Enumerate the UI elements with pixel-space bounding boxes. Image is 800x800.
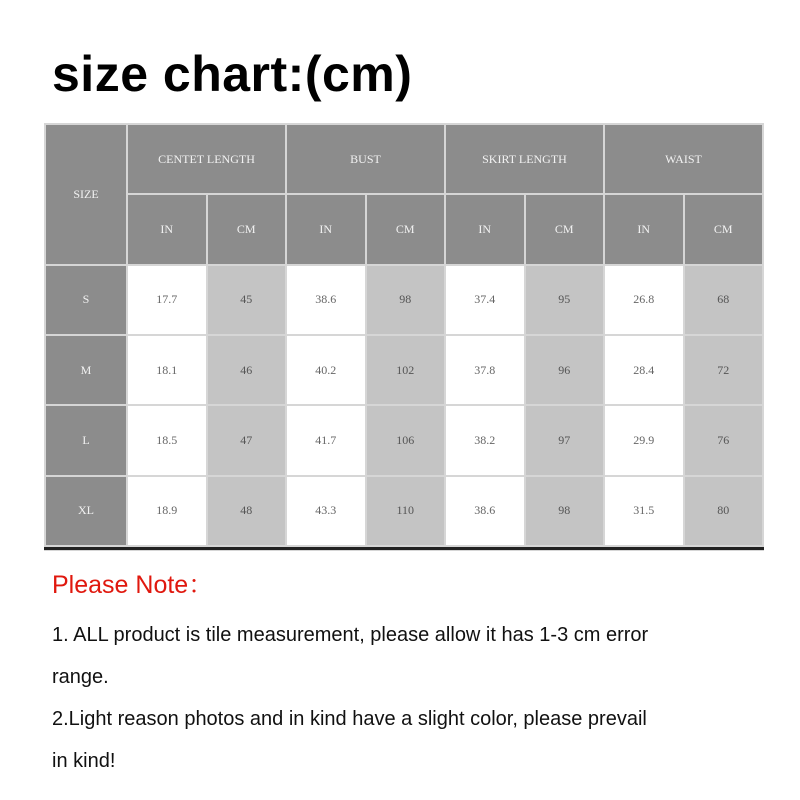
note-line: in kind!	[52, 750, 116, 772]
measurement-cell-cm: 46	[208, 336, 286, 404]
measurement-cell-in: 41.7	[287, 406, 365, 474]
unit-header-cm: CM	[367, 195, 445, 263]
measurement-cell-in: 31.5	[605, 477, 683, 545]
measurement-cell-in: 37.4	[446, 266, 524, 334]
measurement-cell-cm: 102	[367, 336, 445, 404]
measurement-cell-in: 43.3	[287, 477, 365, 545]
group-header-waist: WAIST	[605, 125, 762, 193]
measurement-cell-in: 38.6	[287, 266, 365, 334]
measurement-cell-cm: 98	[526, 477, 604, 545]
measurement-cell-cm: 95	[526, 266, 604, 334]
table-row	[46, 477, 762, 545]
note-line: 2.Light reason photos and in kind have a slight color, please prevail	[52, 708, 647, 730]
page-title: size chart:(cm)	[52, 46, 413, 102]
note-line: range.	[52, 666, 109, 688]
note-line: 1. ALL product is tile measurement, please allow it has 1-3 cm error	[52, 624, 649, 646]
measurement-cell-cm: 98	[367, 266, 445, 334]
unit-header-cm: CM	[685, 195, 763, 263]
unit-header-in: IN	[605, 195, 683, 263]
table-row	[46, 406, 762, 474]
group-header-length: CENTET LENGTH	[128, 125, 285, 193]
measurement-cell-cm: 96	[526, 336, 604, 404]
measurement-cell-cm: 72	[685, 336, 763, 404]
measurement-cell-cm: 45	[208, 266, 286, 334]
measurement-cell-cm: 48	[208, 477, 286, 545]
measurement-cell-in: 17.7	[128, 266, 206, 334]
size-column-header: SIZE	[46, 125, 126, 264]
group-header-bust: BUST	[287, 125, 444, 193]
note-heading: Please Note：	[52, 571, 214, 599]
measurement-cell-cm: 97	[526, 406, 604, 474]
measurement-cell-in: 28.4	[605, 336, 683, 404]
measurement-cell-cm: 47	[208, 406, 286, 474]
measurement-cell-cm: 80	[685, 477, 763, 545]
size-chart-table-container	[44, 123, 764, 551]
measurement-cell-in: 18.9	[128, 477, 206, 545]
table-row	[46, 266, 762, 334]
size-chart-table	[44, 123, 764, 547]
measurement-cell-cm: 76	[685, 406, 763, 474]
measurement-cell-cm: 106	[367, 406, 445, 474]
measurement-cell-in: 38.6	[446, 477, 524, 545]
measurement-cell-cm: 110	[367, 477, 445, 545]
size-label-cell: S	[46, 266, 126, 334]
measurement-cell-in: 29.9	[605, 406, 683, 474]
unit-header-cm: CM	[208, 195, 286, 263]
size-label-cell: XL	[46, 477, 126, 545]
measurement-cell-in: 38.2	[446, 406, 524, 474]
measurement-cell-in: 26.8	[605, 266, 683, 334]
unit-header-in: IN	[287, 195, 365, 263]
size-label-cell: M	[46, 336, 126, 404]
table-header-row	[46, 125, 762, 193]
table-unit-row	[46, 195, 762, 263]
measurement-cell-cm: 68	[685, 266, 763, 334]
measurement-cell-in: 40.2	[287, 336, 365, 404]
measurement-cell-in: 18.1	[128, 336, 206, 404]
unit-header-in: IN	[128, 195, 206, 263]
size-label-cell: L	[46, 406, 126, 474]
measurement-cell-in: 37.8	[446, 336, 524, 404]
table-row	[46, 336, 762, 404]
measurement-cell-in: 18.5	[128, 406, 206, 474]
group-header-skirt-length: SKIRT LENGTH	[446, 125, 603, 193]
table-bottom-divider	[44, 547, 764, 550]
unit-header-cm: CM	[526, 195, 604, 263]
unit-header-in: IN	[446, 195, 524, 263]
